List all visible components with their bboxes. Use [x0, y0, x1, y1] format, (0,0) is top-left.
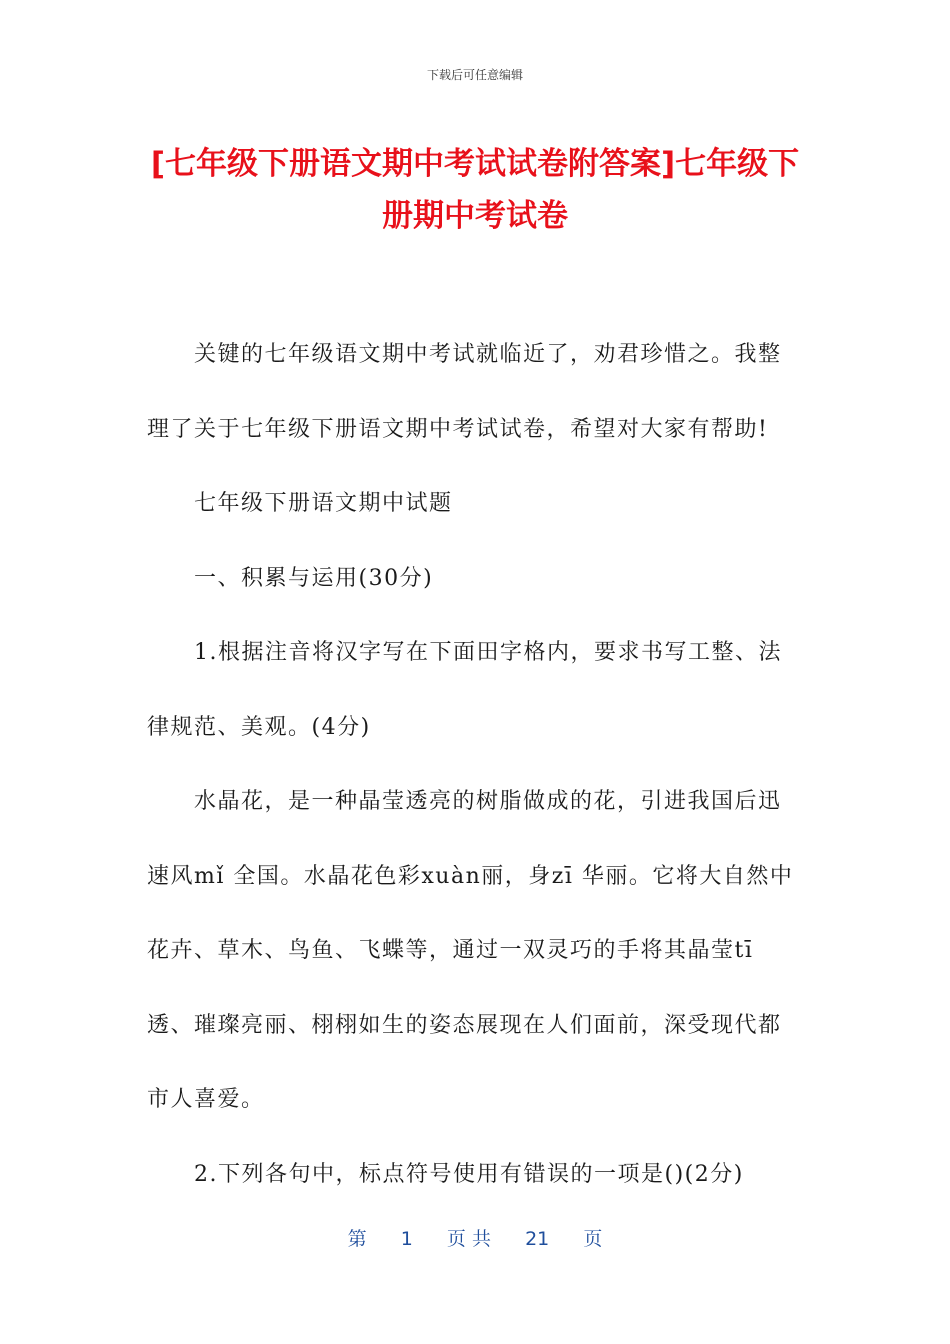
document-body	[147, 318, 797, 1212]
footer-middle: 页 共	[446, 1228, 491, 1250]
page-footer	[0, 1224, 950, 1251]
header-note: 下载后可任意编辑	[426, 68, 523, 82]
paragraph-question-1: 1.根据注音将汉字写在下面田字格内，要求书写工整、法律规范、美观。(4分)	[147, 640, 782, 740]
footer-total-pages: 21	[525, 1228, 550, 1250]
paragraph-crystal-flower: 水晶花，是一种晶莹透亮的树脂做成的花，引进我国后迅速风mǐ 全国。水晶花色彩xuàn丽，身zī 华丽。它将大自然中花卉、草木、鸟鱼、飞蝶等，通过一双灵巧的手将其晶莹tī 透、璀璨亮丽、栩栩如生的姿态展现在人们面前，深受现代都市人喜爱。	[147, 789, 794, 1112]
paragraph-part-one: 一、积累与运用(30分)	[194, 565, 434, 591]
paragraph-section-heading: 七年级下册语文期中试题	[194, 491, 453, 516]
footer-prefix: 第	[347, 1228, 367, 1250]
footer-page-number: 1	[400, 1228, 413, 1250]
paragraph-intro: 关键的七年级语文期中考试就临近了，劝君珍惜之。我整理了关于七年级下册语文期中考试试卷，希望对大家有帮助!	[147, 342, 782, 442]
paragraph-question-2: 2.下列各句中，标点符号使用有错误的一项是()(2分)	[194, 1161, 744, 1187]
footer-suffix: 页	[583, 1228, 603, 1250]
document-title: [七年级下册语文期中考试试卷附答案]七年级下册期中考试卷	[150, 146, 800, 234]
